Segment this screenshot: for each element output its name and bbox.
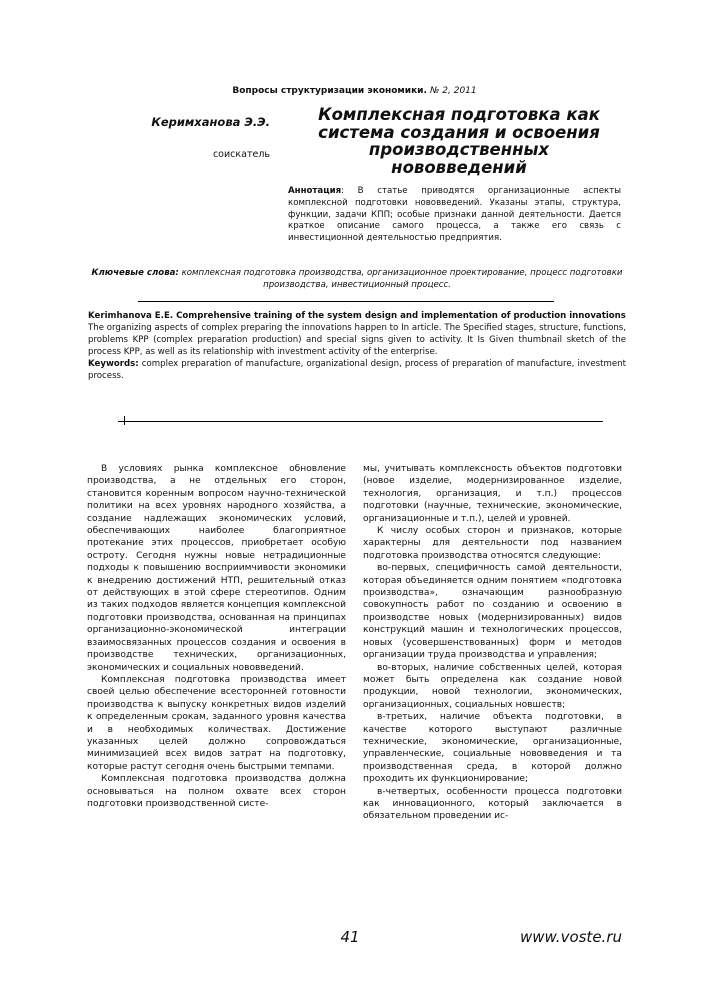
abstract-label: Аннотация	[288, 186, 342, 196]
english-abstract: The organizing aspects of complex preparing the innovations happen to In article. The Specified stages, structure, functions, problems KPP (complex preparation production) and special signs given to activity. It Is Given thumbnail sketch of the process KPP, as well as its relationship with investment activity of the enterprise.	[88, 322, 626, 357]
page-number: 41	[340, 928, 360, 946]
author-name: Керимханова Э.Э.	[151, 115, 270, 129]
english-keywords-text: complex preparation of manufacture, organizational design, process of preparation of manufacture, investment process.	[88, 358, 626, 381]
paragraph: В условиях рынка комплексное обновление производства, а не отдельных его сторон, становится коренным вопросом научно-технической политики на всех уровнях народного хозяйства, а создание надлежащих экономических условий, обеспечивающих наиболее благоприятное протекание этих процессов, приобретает особую остроту. Сегодня нужны новые нетрадиционные подходы к повышению восприимчивости экономики к внедрению достижений НТП, решительный отказ от действующих в этой сфере стереотипов. Одним из таких подходов является концепция комплексной подготовки производства, основанная на принципах организационно-экономической интеграции взаимосвязанных процессов создания и освоения в производстве технических, организационных, экономических и социальных нововведений.	[87, 464, 346, 673]
divider-bottom	[118, 421, 603, 422]
paragraph: в-четвертых, особенности процесса подготовки как инновационного, который заключается в обязательном проведении ис-	[363, 786, 622, 822]
abstract-ru	[288, 186, 621, 245]
keywords-ru-label: Ключевые слова:	[91, 268, 179, 278]
body-column-right	[363, 463, 622, 823]
paragraph: во-первых, специфичность самой деятельности, которая объединяется одним понятием «подготовка производства», означающим разнообразную совокупность работ по созданию и освоению в производстве новых (модернизированных) видов конструкций машин и технологических процессов, новых (усовершенствованных) форм и методов организации труда производства и управления;	[363, 563, 622, 661]
website-link[interactable]: www.voste.ru	[519, 928, 622, 946]
english-summary	[88, 311, 626, 382]
author-role: соискатель	[212, 149, 270, 160]
body-column-left	[87, 463, 346, 810]
paragraph: мы, учитывать комплексность объектов подготовки (новое изделие, модернизированное изделие, технология, организация, и т.п.) процессов подготовки (научные, технические, экономические, организационные и т.п.), целей и уровней.	[363, 464, 622, 524]
english-keywords	[88, 359, 626, 383]
keywords-ru	[88, 268, 626, 291]
paragraph: во-вторых, наличие собственных целей, которая может быть определена как создание новой продукции, новой технологии, экономических, организационных, социальных новшеств;	[363, 662, 622, 710]
paragraph: К числу особых сторон и признаков, которые характерны для деятельности под названием подготовка производства относятся следующие:	[363, 526, 622, 561]
paragraph: Комплексная подготовка производства должна основываться на полном охвате всех сторон подготовки производственной систе-	[87, 774, 346, 809]
article-title: Комплексная подготовка как система создания и освоения производственных нововведений	[318, 105, 600, 177]
english-keywords-label: Keywords:	[88, 358, 139, 369]
keywords-ru-text: комплексная подготовка производства, организационное проектирование, процесс подготовки производства, инвестиционный процесс.	[178, 268, 623, 290]
english-title: Kerimhanova E.E. Comprehensive training of the system design and implementation of production innovations	[88, 311, 626, 321]
journal-issue: № 2, 2011	[430, 86, 477, 96]
abstract-text: : В статье приводятся организационные аспекты комплексной подготовки нововведений. Указаны этапы, структура, функции, задачи КПП; особые признаки данной деятельности. Дается краткое описание самого процесса, а также его связь с инвестиционной деятельностью предприятия.	[288, 186, 621, 244]
journal-name: Вопросы структуризации экономики.	[232, 86, 427, 96]
divider-top	[138, 301, 554, 302]
journal-header	[0, 86, 709, 96]
paragraph: Комплексная подготовка производства имеет своей целью обеспечение всесторонней готовности производства к выпуску конкретных видов изделий к определенным срокам, заданного уровня качества и в необходимых количествах. Достижение указанных целей должно сопровождаться минимизацией всех видов затрат на подготовку, которые растут сегодня очень быстрыми темпами.	[87, 674, 346, 772]
paragraph: в-третьих, наличие объекта подготовки, в качестве которого выступают различные технические, экономические, организационные, управленческие, социальные нововведения и та производственная среда, в которой должно проходить их функционирование;	[363, 712, 622, 785]
